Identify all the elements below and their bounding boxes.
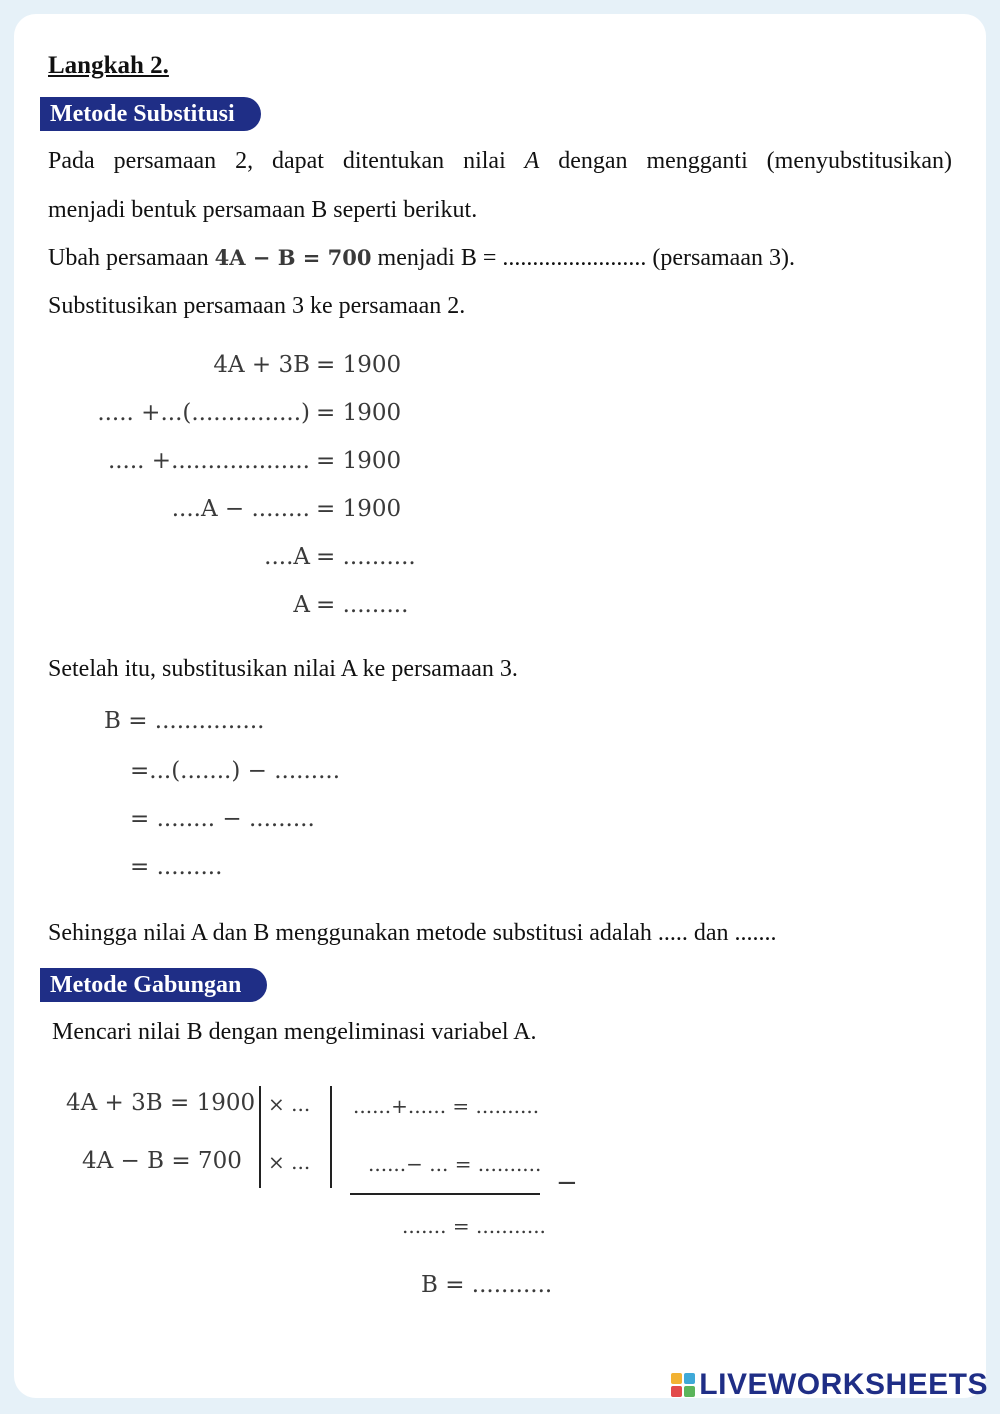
multiplier-1[interactable]: × ...: [268, 1092, 311, 1116]
section-title-combined: Metode Gabungan: [40, 968, 267, 1002]
elim-result-1[interactable]: ......+...... = ..........: [353, 1094, 540, 1118]
divider-right: [330, 1086, 332, 1188]
elim-result-b[interactable]: B = ...........: [421, 1272, 553, 1298]
elim-eq-2: 4A − B = 700: [82, 1148, 242, 1174]
step-2-right: = 1900: [316, 400, 402, 426]
combined-intro: Mencari nilai B dengan mengeliminasi variabel A.: [52, 1019, 537, 1045]
multiplier-2[interactable]: × ...: [268, 1150, 311, 1174]
paragraph-word: A: [524, 148, 540, 174]
step-3-right: = 1900: [316, 448, 402, 474]
liveworksheets-logo: [671, 1368, 988, 1402]
paragraph-word: (menyubstitusikan): [766, 148, 952, 174]
conclusion-text: Sehingga nilai A dan B menggunakan metode substitusi adalah ..... dan .......: [48, 920, 777, 946]
divider-left: [259, 1086, 261, 1188]
subtraction-sign: −: [556, 1168, 578, 1198]
equation-inline: 4A − B = 700: [214, 245, 372, 270]
step-1-right: = 1900: [316, 352, 402, 378]
paragraph-substitute-a: Setelah itu, substitusikan nilai A ke persamaan 3.: [48, 656, 518, 682]
paragraph-word: ditentukan: [342, 148, 445, 174]
step-5-right[interactable]: = ..........: [316, 544, 416, 570]
paragraph-word: persamaan: [113, 148, 217, 174]
step-1-left: 4A + 3B: [213, 352, 310, 378]
paragraph-line-1: [48, 148, 952, 175]
step-4-right: = 1900: [316, 496, 402, 522]
elim-result-3[interactable]: ....... = ...........: [402, 1214, 546, 1238]
step-6-right[interactable]: = .........: [316, 592, 409, 618]
paragraph-word: mengganti: [646, 148, 748, 174]
paragraph-change-equation: [48, 245, 795, 272]
change-text-end: menjadi B = ........................ (persamaan 3).: [371, 245, 795, 271]
paragraph-word: 2,: [235, 148, 254, 174]
elim-result-2[interactable]: ......− ... = ..........: [368, 1152, 542, 1176]
logo-icon: [671, 1373, 695, 1397]
elim-eq-1: 4A + 3B = 1900: [66, 1090, 256, 1116]
step-heading: Langkah 2.: [48, 52, 169, 79]
change-text-start: Ubah persamaan: [48, 245, 215, 271]
step-3-left[interactable]: ..... +...................: [107, 448, 310, 474]
b-step-2[interactable]: =...(.......) − .........: [130, 758, 341, 784]
step-2-left[interactable]: ..... +...(...............): [97, 400, 310, 426]
b-step-1[interactable]: B = ...............: [104, 708, 265, 734]
paragraph-word: nilai: [463, 148, 506, 174]
paragraph-word: dapat: [271, 148, 324, 174]
step-5-left[interactable]: ....A: [264, 544, 310, 570]
logo-text: LIVEWORKSHEETS: [699, 1368, 988, 1401]
step-4-left[interactable]: ....A − ........: [171, 496, 310, 522]
paragraph-word: dengan: [558, 148, 628, 174]
step-6-left: A: [293, 592, 310, 618]
paragraph-word: Pada: [48, 148, 95, 174]
section-title-substitution: Metode Substitusi: [40, 97, 261, 131]
subtraction-line: [350, 1193, 540, 1195]
paragraph-line-2: menjadi bentuk persamaan B seperti berikut.: [48, 197, 478, 223]
paragraph-substitute: Substitusikan persamaan 3 ke persamaan 2.: [48, 293, 466, 319]
b-step-3[interactable]: = ........ − .........: [130, 806, 315, 832]
b-step-4[interactable]: = .........: [130, 854, 223, 880]
